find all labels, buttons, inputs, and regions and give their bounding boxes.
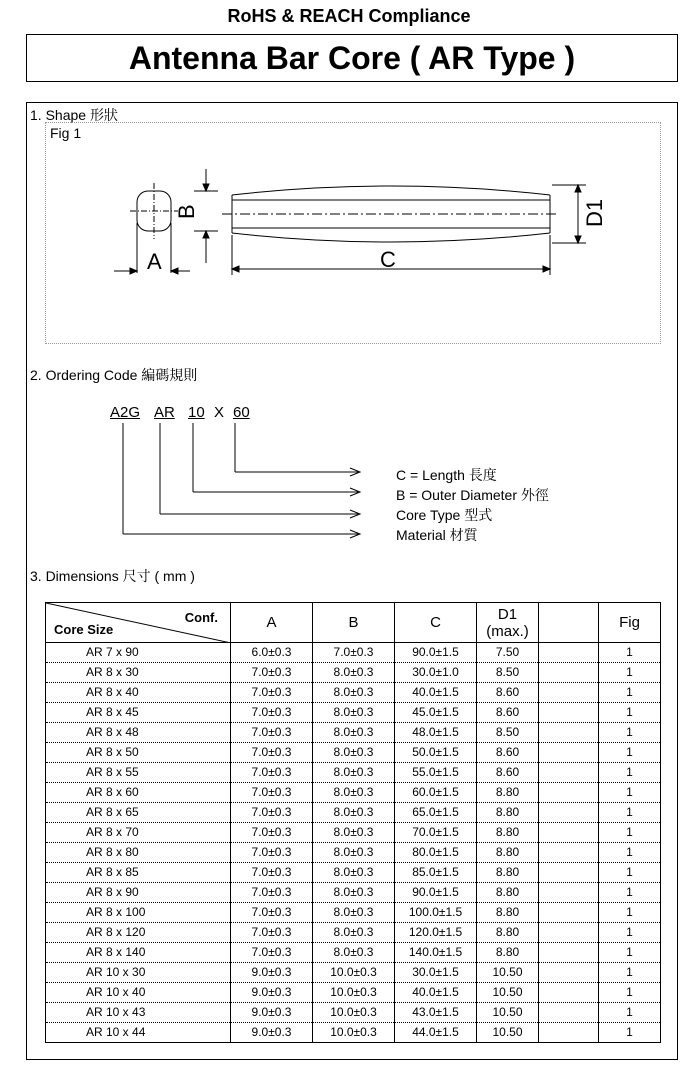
b-value: 8.0±0.3 bbox=[313, 843, 395, 863]
a-value: 6.0±0.3 bbox=[231, 643, 313, 663]
a-value: 9.0±0.3 bbox=[231, 1023, 313, 1043]
blank-cell bbox=[539, 1023, 599, 1043]
a-value: 7.0±0.3 bbox=[231, 723, 313, 743]
d1-value: 8.60 bbox=[477, 703, 539, 723]
table-row bbox=[46, 823, 661, 843]
c-value: 43.0±1.5 bbox=[395, 1003, 477, 1023]
a-value: 7.0±0.3 bbox=[231, 683, 313, 703]
blank-cell bbox=[539, 763, 599, 783]
d1-value: 10.50 bbox=[477, 983, 539, 1003]
c-value: 50.0±1.5 bbox=[395, 743, 477, 763]
code-separator: X bbox=[214, 404, 225, 421]
b-value: 8.0±0.3 bbox=[313, 803, 395, 823]
header-a: A bbox=[231, 603, 313, 643]
d1-value: 8.80 bbox=[477, 863, 539, 883]
a-value: 7.0±0.3 bbox=[231, 843, 313, 863]
core-size: AR 8 x 60 bbox=[46, 783, 231, 803]
d1-value: 10.50 bbox=[477, 963, 539, 983]
page-title: Antenna Bar Core ( AR Type ) bbox=[26, 34, 678, 82]
fig-value: 1 bbox=[599, 863, 661, 883]
table-row bbox=[46, 743, 661, 763]
header-d1-label: D1 bbox=[497, 605, 518, 623]
table-row bbox=[46, 883, 661, 903]
a-value: 9.0±0.3 bbox=[231, 963, 313, 983]
d1-value: 8.80 bbox=[477, 783, 539, 803]
blank-cell bbox=[539, 643, 599, 663]
table-row bbox=[46, 803, 661, 823]
core-size: AR 8 x 140 bbox=[46, 943, 231, 963]
fig-value: 1 bbox=[599, 803, 661, 823]
bar-core-drawing bbox=[46, 123, 660, 343]
fig-value: 1 bbox=[599, 643, 661, 663]
core-size: AR 10 x 30 bbox=[46, 963, 231, 983]
c-value: 60.0±1.5 bbox=[395, 783, 477, 803]
d1-value: 8.50 bbox=[477, 663, 539, 683]
b-value: 8.0±0.3 bbox=[313, 663, 395, 683]
core-size: AR 10 x 44 bbox=[46, 1023, 231, 1043]
table-row bbox=[46, 643, 661, 663]
header-b: B bbox=[313, 603, 395, 643]
table-row bbox=[46, 863, 661, 883]
b-value: 8.0±0.3 bbox=[313, 703, 395, 723]
fig-value: 1 bbox=[599, 743, 661, 763]
legend-core-type: Core Type 型式 bbox=[396, 507, 493, 523]
table-header-row bbox=[46, 603, 661, 643]
b-value: 10.0±0.3 bbox=[313, 1003, 395, 1023]
b-value: 10.0±0.3 bbox=[313, 983, 395, 1003]
core-size: AR 10 x 43 bbox=[46, 1003, 231, 1023]
fig-value: 1 bbox=[599, 683, 661, 703]
table-row bbox=[46, 943, 661, 963]
d1-value: 8.80 bbox=[477, 923, 539, 943]
code-type: AR bbox=[154, 404, 175, 421]
b-value: 10.0±0.3 bbox=[313, 1023, 395, 1043]
a-value: 7.0±0.3 bbox=[231, 863, 313, 883]
core-size: AR 8 x 45 bbox=[46, 703, 231, 723]
fig-value: 1 bbox=[599, 883, 661, 903]
blank-cell bbox=[539, 983, 599, 1003]
c-value: 30.0±1.5 bbox=[395, 963, 477, 983]
blank-cell bbox=[539, 743, 599, 763]
compliance-header: RoHS & REACH Compliance bbox=[227, 6, 471, 26]
blank-cell bbox=[539, 863, 599, 883]
b-value: 8.0±0.3 bbox=[313, 723, 395, 743]
header-conf-core-size bbox=[46, 603, 231, 643]
c-value: 40.0±1.5 bbox=[395, 683, 477, 703]
shape-heading: 1. Shape 形狀 bbox=[30, 107, 118, 123]
blank-cell bbox=[539, 843, 599, 863]
d1-value: 8.60 bbox=[477, 743, 539, 763]
table-row bbox=[46, 843, 661, 863]
b-value: 8.0±0.3 bbox=[313, 883, 395, 903]
ordering-heading: 2. Ordering Code 編碼規則 bbox=[30, 367, 198, 383]
blank-cell bbox=[539, 803, 599, 823]
code-length: 60 bbox=[233, 404, 250, 421]
header-fig: Fig bbox=[599, 603, 661, 643]
c-value: 48.0±1.5 bbox=[395, 723, 477, 743]
b-value: 8.0±0.3 bbox=[313, 743, 395, 763]
c-value: 70.0±1.5 bbox=[395, 823, 477, 843]
table-row bbox=[46, 663, 661, 683]
b-value: 7.0±0.3 bbox=[313, 643, 395, 663]
fig-value: 1 bbox=[599, 1003, 661, 1023]
d1-value: 8.50 bbox=[477, 723, 539, 743]
table-row bbox=[46, 1003, 661, 1023]
c-value: 120.0±1.5 bbox=[395, 923, 477, 943]
c-value: 40.0±1.5 bbox=[395, 983, 477, 1003]
core-size: AR 8 x 90 bbox=[46, 883, 231, 903]
blank-cell bbox=[539, 683, 599, 703]
a-value: 7.0±0.3 bbox=[231, 903, 313, 923]
core-size: AR 8 x 80 bbox=[46, 843, 231, 863]
table-row bbox=[46, 783, 661, 803]
a-value: 7.0±0.3 bbox=[231, 943, 313, 963]
fig-value: 1 bbox=[599, 923, 661, 943]
d1-value: 8.60 bbox=[477, 763, 539, 783]
fig-label: Fig 1 bbox=[50, 125, 82, 141]
fig-value: 1 bbox=[599, 763, 661, 783]
a-value: 7.0±0.3 bbox=[231, 743, 313, 763]
table-row bbox=[46, 723, 661, 743]
a-value: 9.0±0.3 bbox=[231, 983, 313, 1003]
c-value: 44.0±1.5 bbox=[395, 1023, 477, 1043]
core-size: AR 8 x 85 bbox=[46, 863, 231, 883]
a-value: 9.0±0.3 bbox=[231, 1003, 313, 1023]
b-value: 8.0±0.3 bbox=[313, 823, 395, 843]
fig-value: 1 bbox=[599, 723, 661, 743]
b-value: 8.0±0.3 bbox=[313, 923, 395, 943]
code-diameter: 10 bbox=[188, 404, 205, 421]
legend-material: Material 材質 bbox=[396, 527, 478, 543]
fig-value: 1 bbox=[599, 843, 661, 863]
dim-c-label: C bbox=[380, 247, 396, 272]
table-row bbox=[46, 983, 661, 1003]
header-c: C bbox=[395, 603, 477, 643]
core-size: AR 10 x 40 bbox=[46, 983, 231, 1003]
table-row bbox=[46, 903, 661, 923]
a-value: 7.0±0.3 bbox=[231, 703, 313, 723]
c-value: 45.0±1.5 bbox=[395, 703, 477, 723]
b-value: 8.0±0.3 bbox=[313, 683, 395, 703]
d1-value: 10.50 bbox=[477, 1023, 539, 1043]
b-value: 8.0±0.3 bbox=[313, 943, 395, 963]
c-value: 30.0±1.0 bbox=[395, 663, 477, 683]
d1-value: 8.80 bbox=[477, 843, 539, 863]
header-blank bbox=[539, 603, 599, 643]
d1-value: 8.80 bbox=[477, 803, 539, 823]
table-row bbox=[46, 683, 661, 703]
a-value: 7.0±0.3 bbox=[231, 883, 313, 903]
c-value: 90.0±1.5 bbox=[395, 643, 477, 663]
d1-value: 8.80 bbox=[477, 903, 539, 923]
core-size: AR 8 x 70 bbox=[46, 823, 231, 843]
a-value: 7.0±0.3 bbox=[231, 663, 313, 683]
c-value: 140.0±1.5 bbox=[395, 943, 477, 963]
d1-value: 8.80 bbox=[477, 943, 539, 963]
fig-value: 1 bbox=[599, 983, 661, 1003]
core-size: AR 8 x 40 bbox=[46, 683, 231, 703]
blank-cell bbox=[539, 903, 599, 923]
fig-value: 1 bbox=[599, 823, 661, 843]
d1-value: 8.80 bbox=[477, 883, 539, 903]
c-value: 100.0±1.5 bbox=[395, 903, 477, 923]
fig-value: 1 bbox=[599, 663, 661, 683]
a-value: 7.0±0.3 bbox=[231, 923, 313, 943]
dim-d1-label: D1 bbox=[582, 198, 607, 227]
fig-value: 1 bbox=[599, 903, 661, 923]
d1-value: 10.50 bbox=[477, 1003, 539, 1023]
core-size: AR 8 x 48 bbox=[46, 723, 231, 743]
core-size: AR 8 x 65 bbox=[46, 803, 231, 823]
blank-cell bbox=[539, 1003, 599, 1023]
table-row bbox=[46, 1023, 661, 1043]
blank-cell bbox=[539, 663, 599, 683]
legend-diameter: B = Outer Diameter 外徑 bbox=[396, 487, 549, 503]
b-value: 8.0±0.3 bbox=[313, 863, 395, 883]
header-conf: Conf. bbox=[184, 610, 218, 625]
c-value: 55.0±1.5 bbox=[395, 763, 477, 783]
blank-cell bbox=[539, 963, 599, 983]
c-value: 90.0±1.5 bbox=[395, 883, 477, 903]
fig-value: 1 bbox=[599, 703, 661, 723]
a-value: 7.0±0.3 bbox=[231, 823, 313, 843]
dimensions-heading: 3. Dimensions 尺寸 ( mm ) bbox=[30, 568, 195, 584]
blank-cell bbox=[539, 783, 599, 803]
table-row bbox=[46, 763, 661, 783]
core-size: AR 8 x 50 bbox=[46, 743, 231, 763]
fig-value: 1 bbox=[599, 783, 661, 803]
legend-length: C = Length 長度 bbox=[396, 467, 497, 483]
header-d1 bbox=[477, 603, 539, 643]
fig-value: 1 bbox=[599, 943, 661, 963]
code-material: A2G bbox=[110, 404, 141, 421]
header-core-size: Core Size bbox=[54, 622, 114, 637]
d1-value: 8.60 bbox=[477, 683, 539, 703]
blank-cell bbox=[539, 703, 599, 723]
header-d1-max: (max.) bbox=[486, 622, 529, 640]
dim-b-label: B bbox=[174, 204, 199, 219]
core-size: AR 7 x 90 bbox=[46, 643, 231, 663]
b-value: 8.0±0.3 bbox=[313, 763, 395, 783]
blank-cell bbox=[539, 883, 599, 903]
c-value: 65.0±1.5 bbox=[395, 803, 477, 823]
shape-figure bbox=[45, 122, 661, 344]
dim-a-label: A bbox=[147, 249, 162, 274]
a-value: 7.0±0.3 bbox=[231, 803, 313, 823]
a-value: 7.0±0.3 bbox=[231, 763, 313, 783]
blank-cell bbox=[539, 943, 599, 963]
b-value: 8.0±0.3 bbox=[313, 783, 395, 803]
d1-value: 7.50 bbox=[477, 643, 539, 663]
core-size: AR 8 x 120 bbox=[46, 923, 231, 943]
dimensions-table bbox=[45, 602, 661, 1043]
fig-value: 1 bbox=[599, 963, 661, 983]
core-size: AR 8 x 30 bbox=[46, 663, 231, 683]
blank-cell bbox=[539, 923, 599, 943]
table-row bbox=[46, 963, 661, 983]
table-row bbox=[46, 923, 661, 943]
fig-value: 1 bbox=[599, 1023, 661, 1043]
a-value: 7.0±0.3 bbox=[231, 783, 313, 803]
c-value: 85.0±1.5 bbox=[395, 863, 477, 883]
c-value: 80.0±1.5 bbox=[395, 843, 477, 863]
table-row bbox=[46, 703, 661, 723]
b-value: 8.0±0.3 bbox=[313, 903, 395, 923]
core-size: AR 8 x 55 bbox=[46, 763, 231, 783]
blank-cell bbox=[539, 723, 599, 743]
b-value: 10.0±0.3 bbox=[313, 963, 395, 983]
d1-value: 8.80 bbox=[477, 823, 539, 843]
core-size: AR 8 x 100 bbox=[46, 903, 231, 923]
blank-cell bbox=[539, 823, 599, 843]
table-body bbox=[46, 643, 661, 1043]
ordering-arrows bbox=[0, 420, 698, 570]
